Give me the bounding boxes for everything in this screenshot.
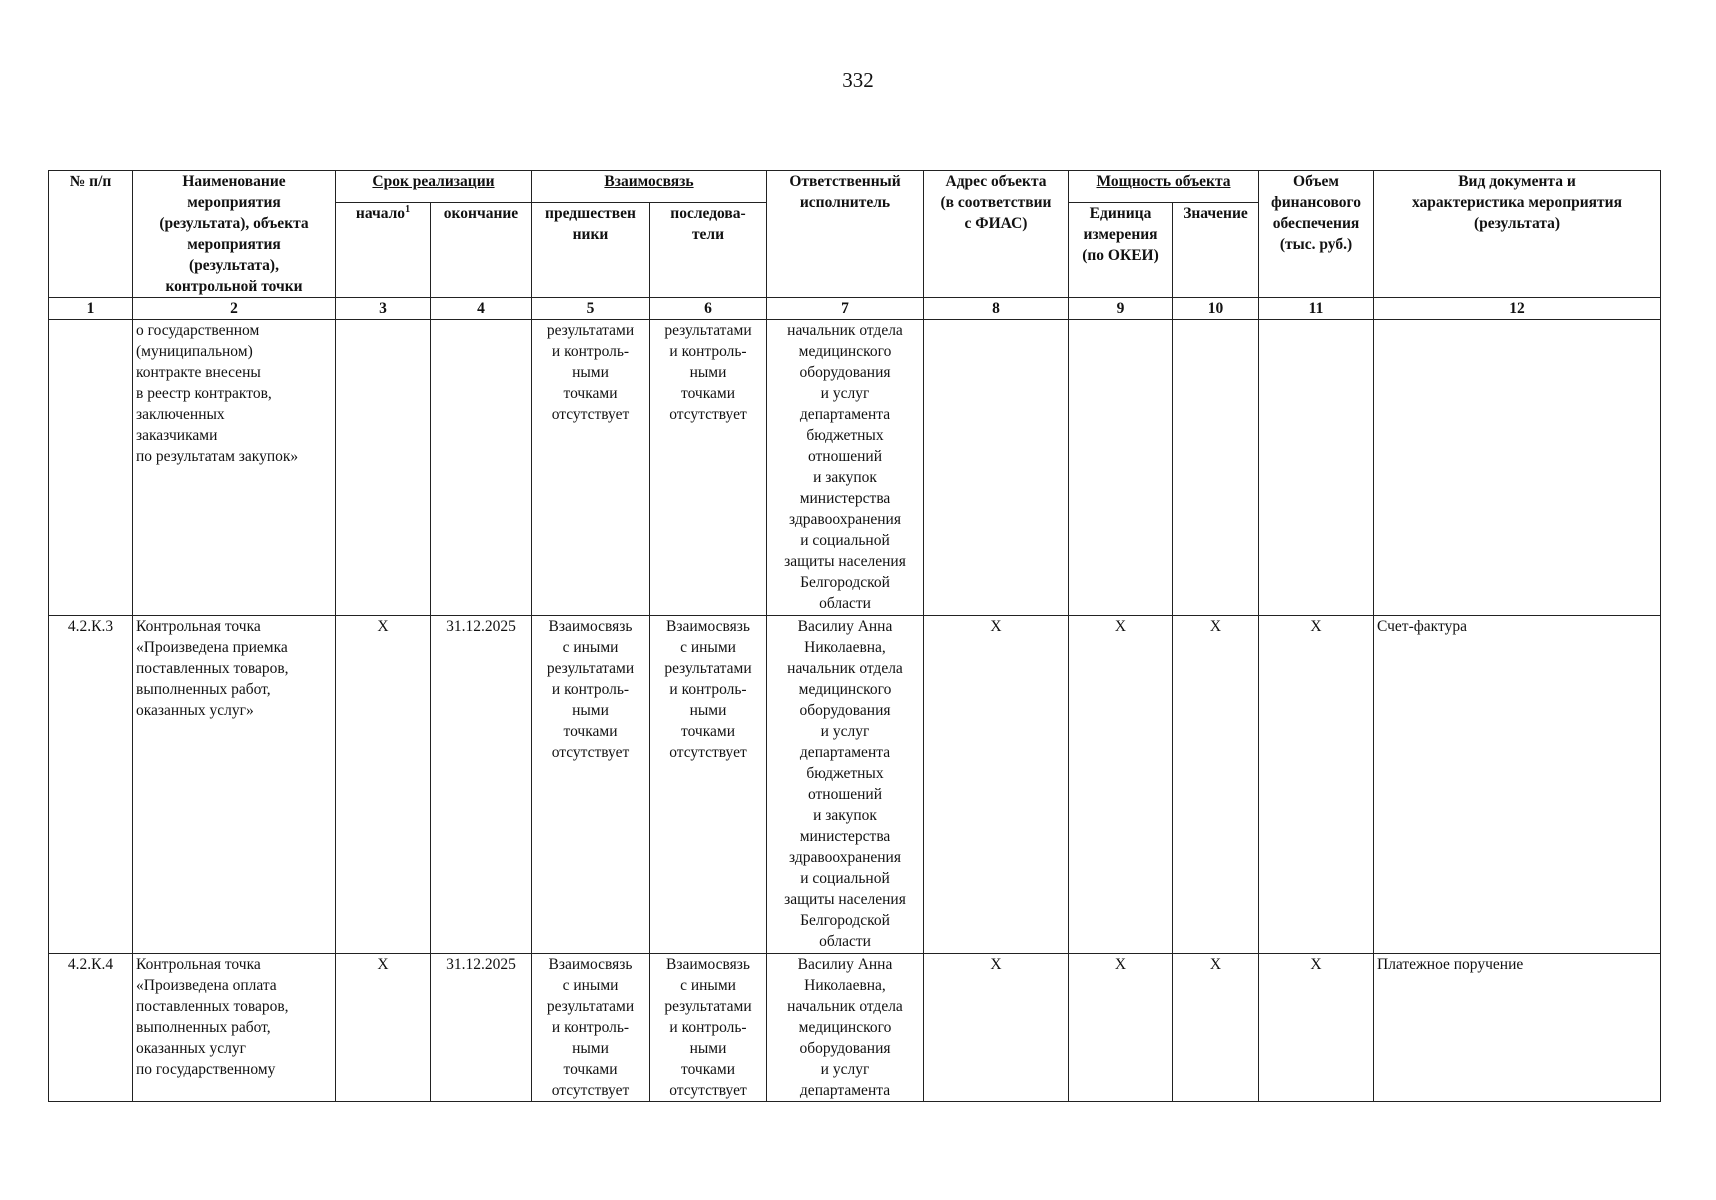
cell-prev: Взаимосвязь с иными результатами и контроль- ными точками отсутствует (532, 954, 650, 1102)
column-number: 6 (650, 298, 767, 320)
cell-prev: Взаимосвязь с иными результатами и контроль- ными точками отсутствует (532, 616, 650, 954)
cell-num: 4.2.К.4 (49, 954, 133, 1102)
header-term-end: окончание (431, 203, 532, 298)
cell-num (49, 320, 133, 616)
table-row (49, 616, 1661, 954)
header-document: Вид документа и характеристика мероприятия (результата) (1374, 171, 1661, 298)
cell-start: X (336, 616, 431, 954)
table-row (49, 954, 1661, 1102)
cell-finance (1259, 320, 1374, 616)
cell-name: Контрольная точка «Произведена оплата поставленных товаров, выполненных работ, оказанных услуг по государственному (133, 954, 336, 1102)
column-number: 4 (431, 298, 532, 320)
cell-finance: X (1259, 954, 1374, 1102)
column-number: 8 (924, 298, 1069, 320)
column-number: 2 (133, 298, 336, 320)
header-link-prev: предшествен ники (532, 203, 650, 298)
cell-value: X (1173, 616, 1259, 954)
column-number: 11 (1259, 298, 1374, 320)
cell-end: 31.12.2025 (431, 616, 532, 954)
header-address: Адрес объекта (в соответствии с ФИАС) (924, 171, 1069, 298)
cell-value: X (1173, 954, 1259, 1102)
cell-next: Взаимосвязь с иными результатами и контроль- ными точками отсутствует (650, 616, 767, 954)
cell-address: X (924, 616, 1069, 954)
header-term-start-label: начало (355, 205, 406, 223)
cell-document: Платежное поручение (1374, 954, 1661, 1102)
header-num: № п/п (49, 171, 133, 298)
cell-start (336, 320, 431, 616)
cell-unit: X (1069, 954, 1173, 1102)
cell-responsible: Василиу Анна Николаевна, начальник отдела медицинского оборудования и услуг департамента бюджетных отношений и закупок министерства здравоохранения и социальной защиты населения Белгородской области (767, 616, 924, 954)
page-number: 332 (842, 68, 874, 92)
cell-unit: X (1069, 616, 1173, 954)
cell-start: X (336, 954, 431, 1102)
header-term-start-footnote: 1 (405, 204, 411, 216)
header-term: Срок реализации (336, 171, 532, 203)
header-name: Наименование мероприятия (результата), объекта мероприятия (результата), контрольной точки (133, 171, 336, 298)
cell-next: Взаимосвязь с иными результатами и контроль- ными точками отсутствует (650, 954, 767, 1102)
column-number: 1 (49, 298, 133, 320)
cell-responsible: начальник отдела медицинского оборудования и услуг департамента бюджетных отношений и закупок министерства здравоохранения и социальной защиты населения Белгородской области (767, 320, 924, 616)
cell-prev: результатами и контроль- ными точками отсутствует (532, 320, 650, 616)
column-numbers-row (49, 298, 1661, 320)
cell-address: X (924, 954, 1069, 1102)
column-number: 9 (1069, 298, 1173, 320)
cell-unit (1069, 320, 1173, 616)
column-number: 12 (1374, 298, 1661, 320)
activity-table (48, 170, 1661, 1102)
header-link-next: последова- тели (650, 203, 767, 298)
cell-end (431, 320, 532, 616)
table-row (49, 320, 1661, 616)
cell-name: Контрольная точка «Произведена приемка поставленных товаров, выполненных работ, оказанных услуг» (133, 616, 336, 954)
cell-name: о государственном (муниципальном) контракте внесены в реестр контрактов, заключенных заказчиками по результатам закупок» (133, 320, 336, 616)
cell-responsible: Василиу Анна Николаевна, начальник отдела медицинского оборудования и услуг департамента (767, 954, 924, 1102)
column-number: 7 (767, 298, 924, 320)
header-power-value: Значение (1173, 203, 1259, 298)
column-number: 5 (532, 298, 650, 320)
header-responsible: Ответственный исполнитель (767, 171, 924, 298)
cell-next: результатами и контроль- ными точками отсутствует (650, 320, 767, 616)
header-finance: Объем финансового обеспечения (тыс. руб.) (1259, 171, 1374, 298)
cell-address (924, 320, 1069, 616)
cell-document: Счет-фактура (1374, 616, 1661, 954)
header-power-unit: Единица измерения (по ОКЕИ) (1069, 203, 1173, 298)
column-number: 3 (336, 298, 431, 320)
cell-value (1173, 320, 1259, 616)
cell-finance: X (1259, 616, 1374, 954)
column-number: 10 (1173, 298, 1259, 320)
cell-end: 31.12.2025 (431, 954, 532, 1102)
header-power: Мощность объекта (1069, 171, 1259, 203)
cell-document (1374, 320, 1661, 616)
header-term-start (336, 203, 431, 298)
header-link: Взаимосвязь (532, 171, 767, 203)
cell-num: 4.2.К.3 (49, 616, 133, 954)
